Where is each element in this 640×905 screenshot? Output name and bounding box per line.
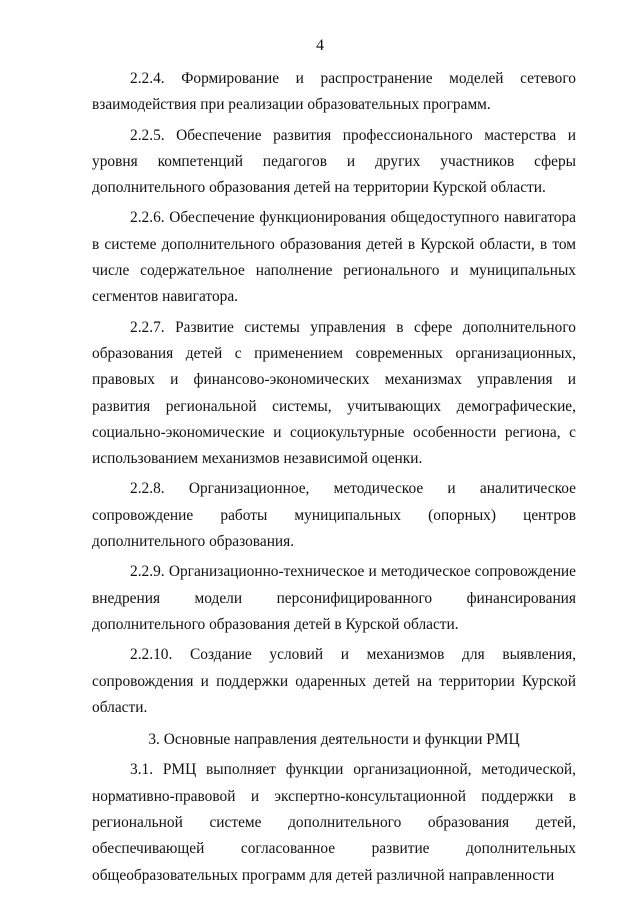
paragraph-2-2-10: 2.2.10. Создание условий и механизмов для выявления, сопровождения и поддержки одаренных детей на территории Курской области. bbox=[92, 646, 576, 716]
document-body bbox=[92, 66, 576, 893]
page-number: 4 bbox=[316, 37, 324, 54]
paragraph-2-2-4: 2.2.4. Формирование и распространение моделей сетевого взаимодействия при реализации образовательных программ. bbox=[92, 70, 576, 114]
section-heading: 3. Основные направления деятельности и функции РМЦ bbox=[148, 731, 520, 749]
paragraph-2-2-5: 2.2.5. Обеспечение развития профессионального мастерства и уровня компетенций педагогов и других участников сферы дополнительного образования детей на территории Курской области. bbox=[92, 126, 576, 197]
paragraph-2-2-8: 2.2.8. Организационное, методическое и аналитическое сопровождение работы муниципальных (опорных) центров дополнительного образования. bbox=[92, 480, 576, 551]
paragraph-3-1: 3.1. РМЦ выполняет функции организационной, методической, нормативно-правовой и экспертно-консультационной поддержки в региональной системе дополнительного образования детей, обеспечивающей согласованное развитие дополнительных общеобразовательных программ для детей различной направленности bbox=[92, 761, 576, 884]
paragraph-2-2-6: 2.2.6. Обеспечение функционирования общедоступного навигатора в системе дополнительного образования детей в Курской области, в том числе содержательное наполнение регионального и муниципальных сегментов навигатора. bbox=[92, 209, 576, 306]
paragraph-2-2-9: 2.2.9. Организационно-техническое и методическое сопровождение внедрения модели персонифицированного финансирования дополнительного образования детей в Курской области. bbox=[92, 563, 576, 633]
paragraph-2-2-7: 2.2.7. Развитие системы управления в сфере дополнительного образования детей с применением современных организационных, правовых и финансово-экономических механизмах управления и развития региональной системы, учитывающих демографические, социально-экономические и социокультурные особенности региона, с использованием механизмов независимой оценки. bbox=[92, 318, 576, 468]
